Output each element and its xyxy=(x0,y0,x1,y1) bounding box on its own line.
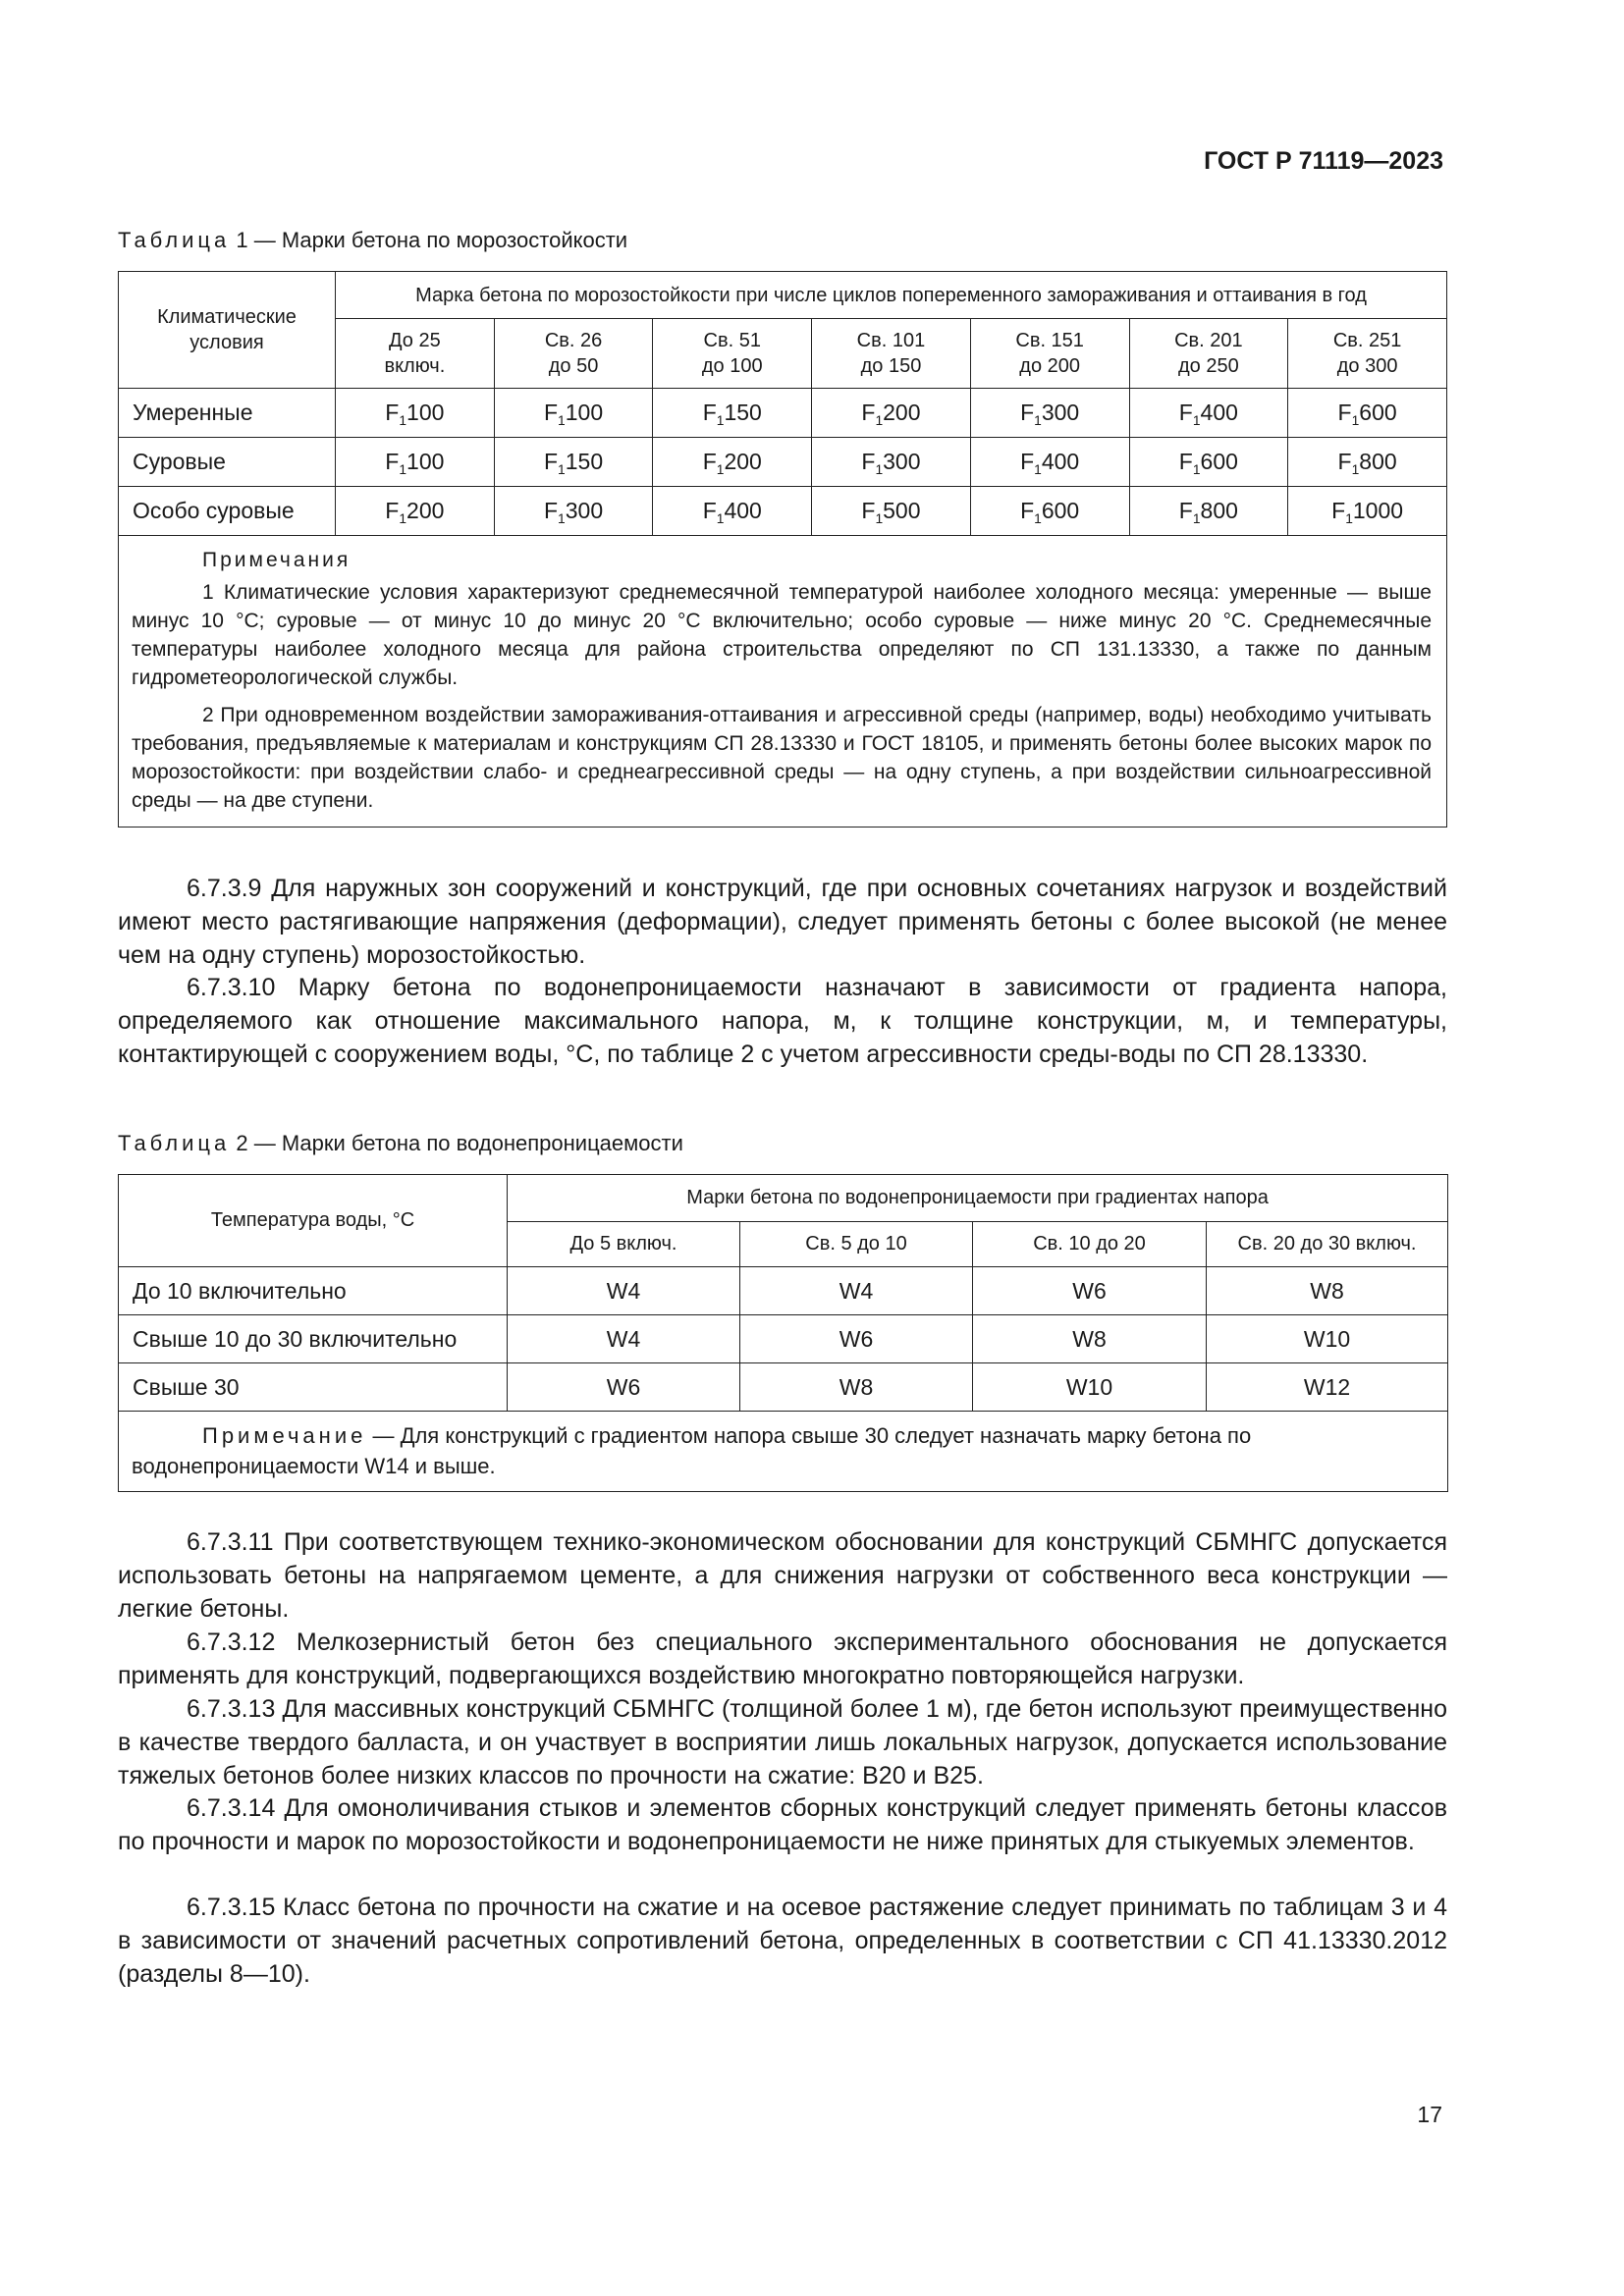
mark-cell: W4 xyxy=(508,1267,740,1315)
mark-cell: $F_1600$ xyxy=(1129,438,1288,487)
note-1: 1 Климатические условия характеризуют среднемесячной температурой наиболее холодного месяца: умеренные — выше минус 10 °С; суровые — от минус 10 до минус 20 °С включительно; особо суровые — ниже минус 20 °С. Среднемесячные температуры наиболее холодного месяца для района строительства определяют по СП 131.13330, а также по данным гидрометеорологической службы. xyxy=(132,581,1432,689)
mark-cell: $F_1400$ xyxy=(1129,389,1288,438)
table1-notes xyxy=(119,536,1447,828)
mark-cell: $F_1100$ xyxy=(336,438,495,487)
table-row xyxy=(119,487,1447,536)
subheader-cell: Св. 20 до 30 включ. xyxy=(1207,1222,1448,1267)
mark-cell: W10 xyxy=(973,1363,1207,1412)
header-group: Марка бетона по морозостойкости при числе циклов попеременного замораживания и оттаивания в год xyxy=(336,272,1447,319)
subheader-cell: Св. 151 до 200 xyxy=(970,319,1129,389)
mark-cell: $F_1200$ xyxy=(653,438,812,487)
mark-cell: W6 xyxy=(508,1363,740,1412)
subheader-cell: Св. 201 до 250 xyxy=(1129,319,1288,389)
paragraph: 6.7.3.13 Для массивных конструкций СБМНГС (толщиной более 1 м), где бетон используют преимущественно в качестве твердого балласта, и он участвует в восприятии лишь локальных нагрузок, допускается использование тяжелых бетонов более низких классов по прочности на сжатие: В20 и В25. xyxy=(118,1695,1447,1789)
header-group: Марки бетона по водонепроницаемости при градиентах напора xyxy=(508,1175,1448,1222)
subheader-cell: Св. 51 до 100 xyxy=(653,319,812,389)
water-tightness-table xyxy=(118,1174,1448,1492)
table-row xyxy=(119,1267,1448,1315)
table-row xyxy=(119,1363,1448,1412)
mark-cell: W8 xyxy=(1207,1267,1448,1315)
mark-cell: $F_1500$ xyxy=(812,487,971,536)
table1-caption xyxy=(118,228,627,253)
row-label: Суровые xyxy=(119,438,336,487)
mark-cell: W12 xyxy=(1207,1363,1448,1412)
mark-cell: $F_11000$ xyxy=(1288,487,1447,536)
header-temperature: Температура воды, °С xyxy=(119,1175,508,1267)
row-label: До 10 включительно xyxy=(119,1267,508,1315)
mark-cell: W8 xyxy=(740,1363,973,1412)
table-row xyxy=(119,389,1447,438)
row-label: Особо суровые xyxy=(119,487,336,536)
mark-cell: $F_1800$ xyxy=(1288,438,1447,487)
notes-title: Примечания xyxy=(202,549,352,571)
mark-cell: $F_1100$ xyxy=(336,389,495,438)
paragraph: 6.7.3.9 Для наружных зон сооружений и конструкций, где при основных сочетаниях нагрузок и воздействий имеют место растягивающие напряжения (деформации), следует применять бетоны с более высокой (не менее чем на одну ступень) морозостойкостью. xyxy=(118,875,1447,969)
table2-caption-label: Таблица xyxy=(118,1131,231,1155)
mark-cell: $F_1400$ xyxy=(970,438,1129,487)
table-row xyxy=(119,438,1447,487)
paragraph: 6.7.3.10 Марку бетона по водонепроницаемости назначают в зависимости от градиента напора, определяемого как отношение максимального напора, м, к толщине конструкции, м, и температуры, контактирующей с сооружением воды, °С, по таблице 2 с учетом агрессивности среды-воды по СП 28.13330. xyxy=(118,974,1447,1068)
row-label: Свыше 30 xyxy=(119,1363,508,1412)
table2-caption xyxy=(118,1131,683,1156)
table-row xyxy=(119,1315,1448,1363)
paragraph: 6.7.3.14 Для омоноличивания стыков и элементов сборных конструкций следует применять бетоны классов по прочности и марок по морозостойкости и водонепроницаемости не ниже принятых для стыкуемых элементов. xyxy=(118,1794,1447,1855)
row-label: Умеренные xyxy=(119,389,336,438)
mark-cell: $F_1600$ xyxy=(1288,389,1447,438)
mark-cell: W6 xyxy=(740,1315,973,1363)
mark-cell: $F_1800$ xyxy=(1129,487,1288,536)
mark-cell: $F_1200$ xyxy=(812,389,971,438)
note-2: 2 При одновременном воздействии замораживания-оттаивания и агрессивной среды (например, воды) необходимо учитывать требования, предъявляемые к материалам и конструкциям СП 28.13330 и ГОСТ 18105, и применять бетоны более высоких марок по морозостойкости: при воздействии слабо- и среднеагрессивной среды — на одну ступень, а при воздействии сильноагрессивной среды — на две ступени. xyxy=(132,704,1432,812)
page-number: 17 xyxy=(1417,2102,1442,2127)
table1-caption-label: Таблица xyxy=(118,228,231,252)
frost-resistance-table xyxy=(118,271,1447,828)
table1-caption-text: 1 — Марки бетона по морозостойкости xyxy=(236,228,628,252)
mark-cell: $F_1400$ xyxy=(653,487,812,536)
mark-cell: W4 xyxy=(508,1315,740,1363)
subheader-cell: Св. 26 до 50 xyxy=(494,319,653,389)
table2-note xyxy=(119,1412,1448,1492)
mark-cell: $F_1300$ xyxy=(812,438,971,487)
mark-cell: $F_1300$ xyxy=(970,389,1129,438)
paragraph: 6.7.3.11 При соответствующем технико-экономическом обосновании для конструкций СБМНГС допускается использовать бетоны на напрягаемом цементе, а для снижения нагрузки от собственного веса конструкции — легкие бетоны. xyxy=(118,1528,1447,1623)
mark-cell: W10 xyxy=(1207,1315,1448,1363)
mark-cell: $F_1200$ xyxy=(336,487,495,536)
mark-cell: $F_1100$ xyxy=(494,389,653,438)
paragraph: 6.7.3.12 Мелкозернистый бетон без специального экспериментального обоснования не допускается применять для конструкций, подвергающихся воздействию многократно повторяющейся нагрузки. xyxy=(118,1629,1447,1689)
subheader-cell: Св. 101 до 150 xyxy=(812,319,971,389)
table2-caption-text: 2 — Марки бетона по водонепроницаемости xyxy=(236,1131,683,1155)
document-id: ГОСТ Р 71119—2023 xyxy=(1204,147,1443,175)
mark-cell: W6 xyxy=(973,1267,1207,1315)
mark-cell: W4 xyxy=(740,1267,973,1315)
subheader-cell: Св. 5 до 10 xyxy=(740,1222,973,1267)
mark-cell: $F_1300$ xyxy=(494,487,653,536)
mark-cell: $F_1600$ xyxy=(970,487,1129,536)
row-label: Свыше 10 до 30 включительно xyxy=(119,1315,508,1363)
subheader-cell: Св. 251 до 300 xyxy=(1288,319,1447,389)
note-label: Примечание xyxy=(202,1423,367,1448)
subheader-cell: Св. 10 до 20 xyxy=(973,1222,1207,1267)
subheader-cell: До 5 включ. xyxy=(508,1222,740,1267)
mark-cell: W8 xyxy=(973,1315,1207,1363)
mark-cell: $F_1150$ xyxy=(653,389,812,438)
header-climate: Климатические условия xyxy=(119,272,336,389)
mark-cell: $F_1150$ xyxy=(494,438,653,487)
subheader-cell: До 25 включ. xyxy=(336,319,495,389)
note-text: — Для конструкций с градиентом напора свыше 30 следует назначать марку бетона по водонепроницаемости W14 и выше. xyxy=(132,1423,1252,1478)
paragraph: 6.7.3.15 Класс бетона по прочности на сжатие и на осевое растяжение следует принимать по таблицам 3 и 4 в зависимости от значений расчетных сопротивлений бетона, определенных в соответствии с СП 41.13330.2012 (разделы 8—10). xyxy=(118,1894,1447,1988)
